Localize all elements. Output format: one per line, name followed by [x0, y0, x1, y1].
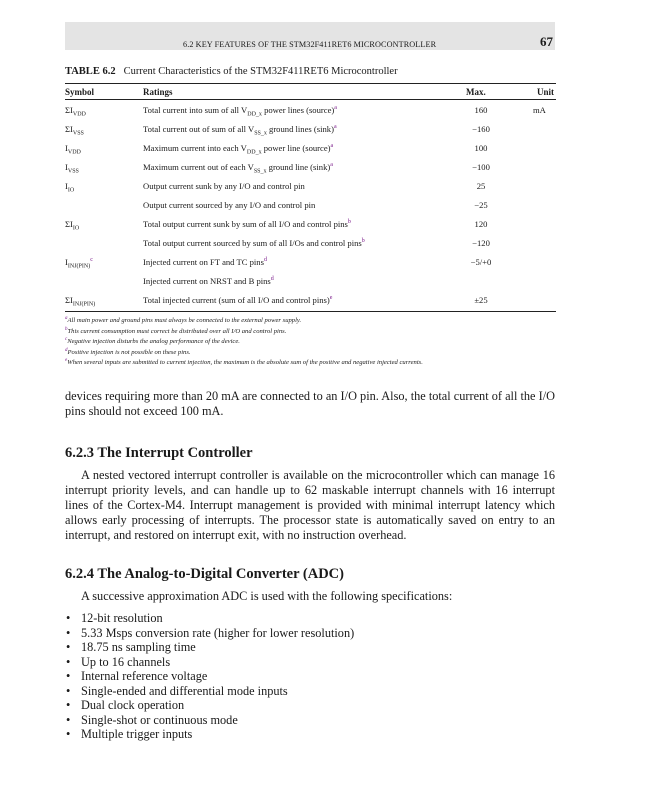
symbol-cell: $I_{INJ(PIN)}^c$ — [65, 257, 93, 270]
rating-cell: Total output current sourced by sum of all I/Os and control pins$^b$ — [143, 238, 365, 248]
symbol-cell: $\Sigma I_{VSS}$ — [65, 124, 84, 137]
table-row — [65, 276, 556, 294]
bullet-icon: • — [66, 683, 71, 698]
table-rule-top — [65, 83, 556, 84]
table-row — [65, 257, 556, 275]
section-heading-interrupt-controller: 6.2.3 The Interrupt Controller — [65, 445, 253, 461]
max-cell: −25 — [474, 200, 488, 210]
max-cell: −160 — [472, 124, 490, 134]
bullet-icon: • — [66, 712, 71, 727]
rating-cell: Maximum current out of each $V_{SS\_x}$ ground line $(\sin k)^a$ — [143, 162, 333, 175]
table-row — [65, 181, 556, 199]
rating-cell: Injected current on FT and TC pins$^d$ — [143, 257, 267, 267]
table-row — [65, 124, 556, 142]
max-cell: −120 — [472, 238, 490, 248]
footnote: $^d$Positive injection is not possible on these pins. — [65, 347, 191, 356]
bullet-icon: • — [66, 611, 71, 625]
bullet-icon: • — [66, 640, 71, 654]
rating-cell: Output current sunk by any I/O and control pin — [143, 181, 305, 191]
paragraph-current-limit: devices requiring more than 20 mA are connected to an I/O pin. Also, the total current of all the I/O pins should not exceed 100 mA. — [65, 389, 555, 418]
adc-spec-list — [65, 611, 354, 742]
symbol-cell: $I_{VSS}$ — [65, 162, 79, 175]
footnote: $^c$Negative injection disturbs the analog performance of the device. — [65, 336, 240, 345]
column-header-unit: Unit — [537, 87, 555, 97]
bullet-icon: • — [66, 698, 71, 712]
table-row — [65, 162, 556, 180]
table-rule-header — [65, 99, 556, 100]
footnote: $^e$When several inputs are submitted to current injection, the maximum is the absolute sum of the positive and negative injected currents. — [65, 357, 423, 366]
max-cell: 160 — [474, 105, 488, 115]
running-header — [65, 22, 555, 50]
list-item: • Internal reference voltage — [66, 669, 208, 683]
bullet-icon: • — [66, 669, 71, 683]
list-item: • Multiple trigger inputs — [66, 727, 193, 741]
max-cell: 100 — [474, 143, 488, 153]
section-heading-adc: 6.2.4 The Analog-to-Digital Converter (ADC) — [65, 566, 344, 582]
list-item: • Up to 16 channels — [66, 654, 171, 669]
table-row — [65, 219, 556, 237]
symbol-cell: $\Sigma I_{VDD}$ — [65, 105, 86, 118]
table-caption-text: Current Characteristics of the STM32F411RET6 Microcontroller — [123, 66, 398, 77]
footnote: $^b$This current consumption must correct be distributed over all I/O and control pins. — [65, 326, 287, 335]
bullet-icon: • — [66, 625, 71, 640]
table-row — [65, 143, 556, 161]
list-item: • 5.33 Msps conversion rate (higher for lower resolution) — [66, 625, 355, 640]
column-header-max: Max. — [466, 87, 486, 97]
max-cell: ±25 — [474, 295, 488, 305]
symbol-cell: $I_{VDD}$ — [65, 143, 81, 156]
bullet-icon: • — [66, 727, 71, 741]
running-title: 6.2 KEY FEATURES OF THE STM32F411RET6 MICROCONTROLLER — [183, 40, 437, 49]
footnote: $^a$All main power and ground pins must always be connected to the external power supply. — [65, 315, 302, 324]
symbol-cell: $\Sigma I_{INJ(PIN)}$ — [65, 295, 96, 308]
list-item: • Single-ended and differential mode inputs — [66, 683, 288, 698]
list-item: • 18.75 ns sampling time — [66, 640, 196, 654]
paragraph-adc-intro: A successive approximation ADC is used with the following specifications: — [81, 589, 453, 603]
rating-cell: Total output current sunk by sum of all I/O and control pins$^b$ — [143, 219, 351, 229]
list-item: • 12-bit resolution — [66, 611, 163, 625]
max-cell: −5/+0 — [470, 257, 492, 267]
unit-cell: mA — [533, 105, 546, 115]
paragraph-interrupt-controller: A nested vectored interrupt controller is available on the microcontroller which can manage 16 interrupt priority levels, and can handle up to 62 maskable interrupt channels with 16 interrupt lines of the Cortex-M4. Interrupt management is provided with minimal interrupt latency which allows early processing of interrupts. The processor state is automatically saved on entry to an interrupt, and restored on interrupt exit, with no instruction overhead. — [65, 468, 555, 542]
rating-cell: Total current out of sum of all $V_{SS\_x}$ ground lines $(\sin k)^a$ — [143, 124, 337, 137]
table-row — [65, 105, 556, 123]
table-caption — [65, 66, 398, 77]
rating-cell: Total injected current (sum of all I/O and control pins)$^e$ — [143, 295, 333, 305]
symbol-cell: $I_{IO}$ — [65, 181, 75, 194]
max-cell: 25 — [476, 181, 486, 191]
table-row — [65, 200, 556, 218]
rating-cell: Injected current on NRST and B pins$^d$ — [143, 276, 274, 286]
page-number: 67 — [540, 34, 553, 49]
list-item: • Dual clock operation — [66, 698, 185, 712]
column-header-ratings: Ratings — [143, 87, 173, 97]
rating-cell: Maximum current into each $V_{DD\_x}$ power line (source)$^a$ — [143, 143, 334, 156]
rating-cell: Total current into sum of all $V_{DD\_x}$ power lines (source)$^a$ — [143, 105, 337, 118]
bullet-icon: • — [66, 654, 71, 669]
table-footnotes — [65, 316, 556, 369]
max-cell: −100 — [472, 162, 490, 172]
table-rule-bottom — [65, 311, 556, 312]
symbol-cell: $\Sigma I_{IO}$ — [65, 219, 80, 232]
table-row — [65, 238, 556, 256]
rating-cell: Output current sourced by any I/O and control pin — [143, 200, 316, 210]
table-label: TABLE 6.2 — [65, 66, 116, 77]
list-item: • Single-shot or continuous mode — [66, 712, 238, 727]
max-cell: 120 — [474, 219, 488, 229]
column-header-symbol: Symbol — [65, 87, 95, 97]
